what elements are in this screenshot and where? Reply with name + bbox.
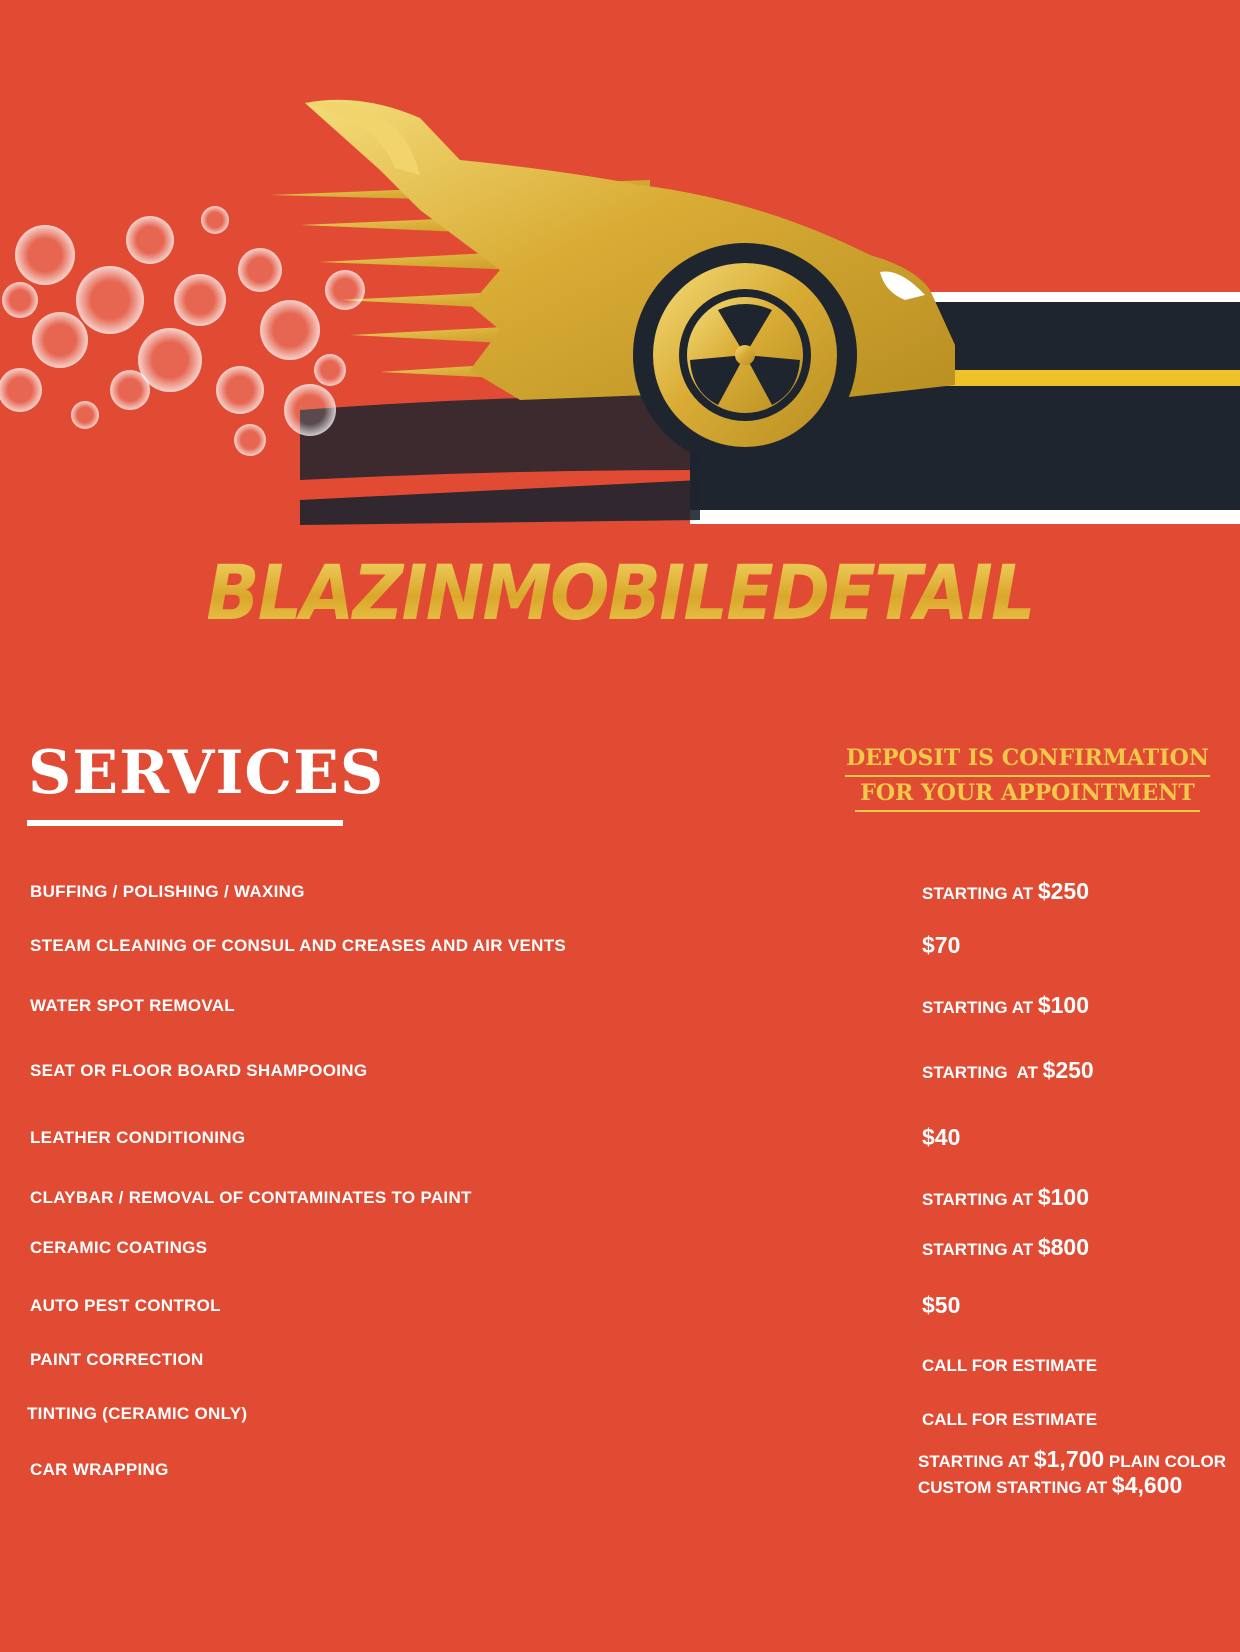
- service-name: LEATHER CONDITIONING: [30, 1128, 246, 1147]
- service-price-line-2: CUSTOM STARTING AT $4,600: [918, 1472, 1183, 1498]
- service-price: $50: [922, 1292, 961, 1318]
- service-name: PAINT CORRECTION: [30, 1350, 204, 1369]
- service-row: [0, 992, 1240, 1032]
- service-name: CLAYBAR / REMOVAL OF CONTAMINATES TO PAINT: [30, 1188, 472, 1207]
- service-price: $70: [922, 932, 961, 958]
- service-price: STARTING AT $100: [922, 1184, 1090, 1210]
- services-underline: [27, 820, 343, 826]
- service-row: [0, 1184, 1240, 1224]
- service-name: SEAT OR FLOOR BOARD SHAMPOOING: [30, 1061, 368, 1080]
- service-price: STARTING AT $800: [922, 1234, 1090, 1260]
- service-row: [0, 878, 1240, 918]
- service-name: TINTING (CERAMIC ONLY): [27, 1404, 248, 1423]
- service-row: [0, 932, 1240, 972]
- service-price: STARTING AT $250: [922, 878, 1090, 904]
- wheel-icon: [633, 243, 857, 467]
- services-heading: SERVICES: [28, 738, 385, 808]
- service-row: [0, 1057, 1240, 1097]
- service-row: [0, 1292, 1240, 1332]
- service-row: [0, 1234, 1240, 1274]
- service-name: STEAM CLEANING OF CONSUL AND CREASES AND AIR VENTS: [30, 936, 567, 955]
- deposit-note-line-1: DEPOSIT IS CONFIRMATION: [845, 742, 1210, 777]
- brand-logo-text: BLAZINMOBILEDETAIL: [50, 548, 1191, 637]
- service-price: STARTING AT $100: [922, 992, 1090, 1018]
- service-row: [0, 1124, 1240, 1164]
- service-row: [0, 1446, 1240, 1516]
- foam-bubbles: [0, 206, 365, 456]
- service-name: BUFFING / POLISHING / WAXING: [30, 882, 305, 901]
- service-row: [0, 1400, 1240, 1440]
- service-name: AUTO PEST CONTROL: [30, 1296, 221, 1315]
- service-price: STARTING AT $250: [922, 1057, 1094, 1083]
- service-price: CALL FOR ESTIMATE: [922, 1356, 1098, 1375]
- service-name: CAR WRAPPING: [30, 1460, 169, 1479]
- service-name: CERAMIC COATINGS: [30, 1238, 208, 1257]
- hero-illustration: [0, 0, 1240, 560]
- service-price: CALL FOR ESTIMATE: [922, 1410, 1098, 1429]
- service-price: $40: [922, 1124, 961, 1150]
- deposit-note-line-2: FOR YOUR APPOINTMENT: [855, 777, 1200, 812]
- service-price-line-1: STARTING AT $1,700 PLAIN COLOR: [918, 1446, 1227, 1472]
- deposit-note: [845, 742, 1210, 812]
- golden-car-graphic: [0, 0, 1240, 560]
- service-row: [0, 1346, 1240, 1386]
- service-name: WATER SPOT REMOVAL: [30, 996, 235, 1015]
